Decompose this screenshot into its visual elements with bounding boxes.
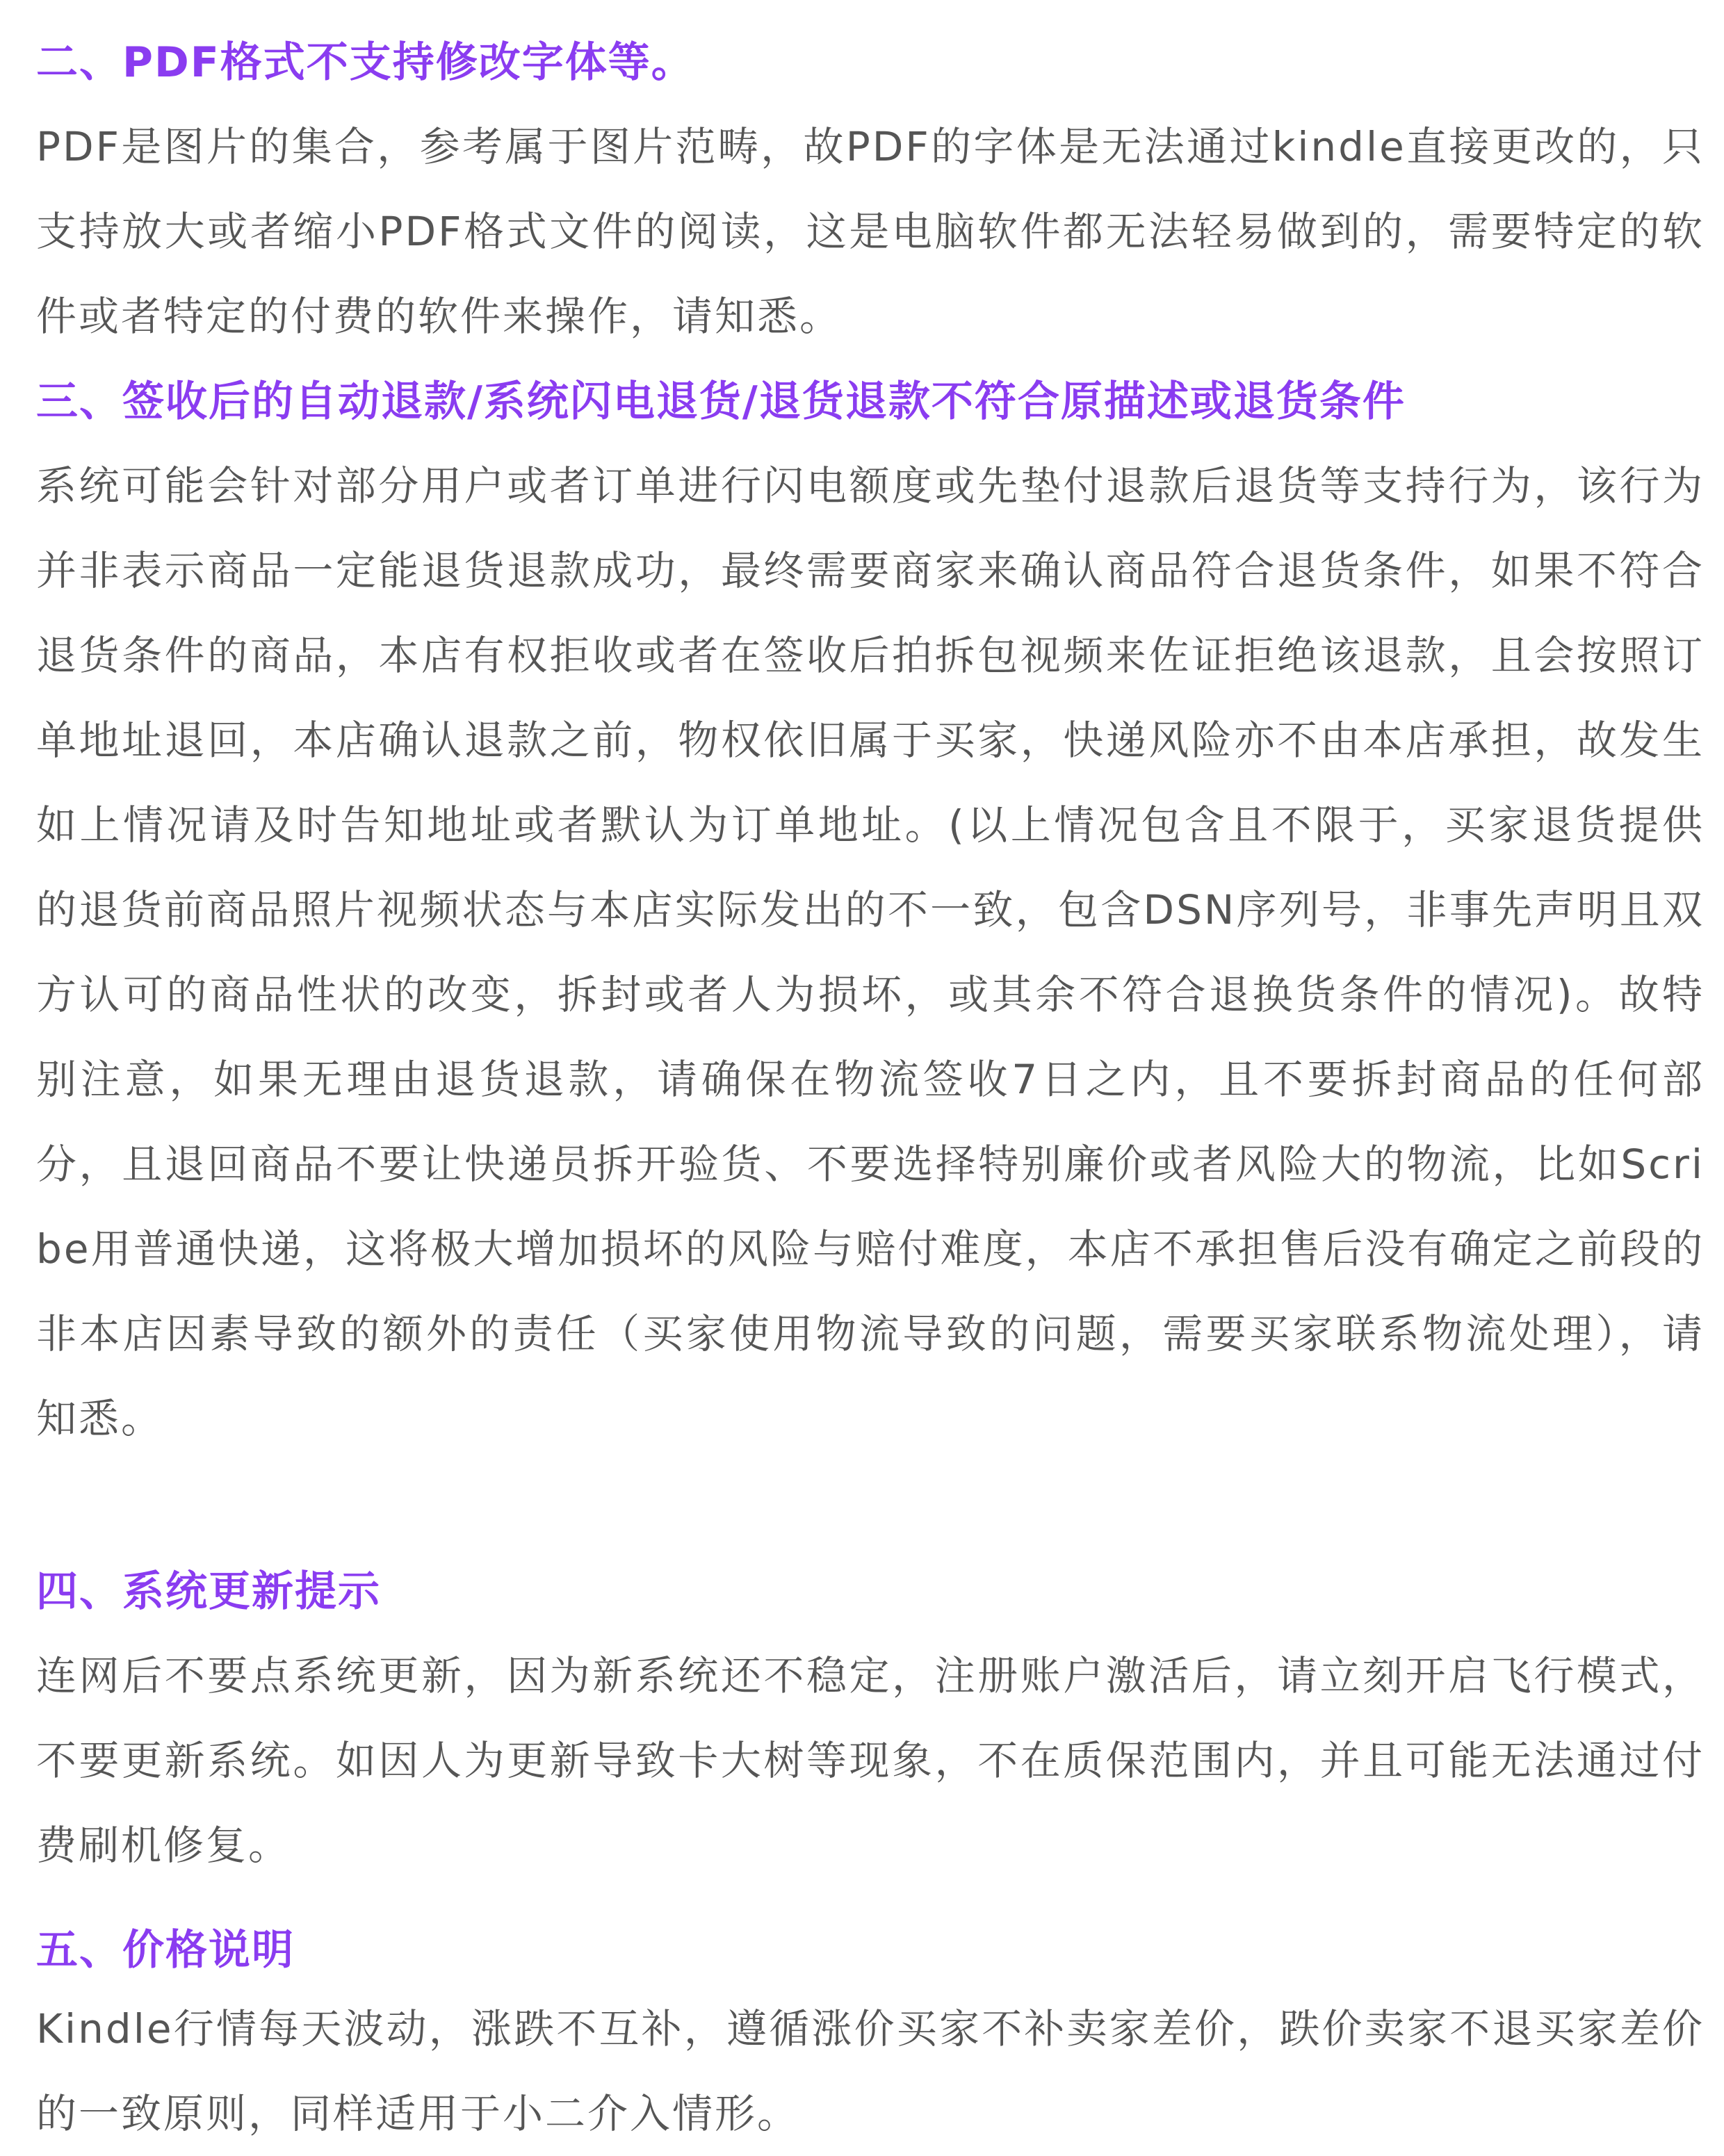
section-5-title: 五、价格说明	[36, 1926, 295, 1975]
section-4-title: 四、系统更新提示	[36, 1567, 381, 1616]
section-2-body: PDF是图片的集合，参考属于图片范畴，故PDF的字体是无法通过kindle直接更改的，只支持放大或者缩小PDF格式文件的阅读，这是电脑软件都无法轻易做到的，需要特定的软件或者特定的付费的软件来操作，请知悉。	[36, 123, 1705, 340]
section-5-body: Kindle行情每天波动，涨跌不互补，遵循涨价买家不补卖家差价，跌价卖家不退买家差价的一致原则，同样适用于小二介入情形。	[36, 2005, 1705, 2137]
section-3-body: 系统可能会针对部分用户或者订单进行闪电额度或先垫付退款后退货等支持行为，该行为并非表示商品一定能退货退款成功，最终需要商家来确认商品符合退货条件，如果不符合退货条件的商品，本店有权拒收或者在签收后拍拆包视频来佐证拒绝该退款，且会按照订单地址退回，本店确认退款之前，物权依旧属于买家，快递风险亦不由本店承担，故发生如上情况请及时告知地址或者默认为订单地址。(以上情况包含且不限于，买家退货提供的退货前商品照片视频状态与本店实际发出的不一致，包含DSN序列号，非事先声明且双方认可的商品性状的改变，拆封或者人为损坏，或其余不符合退换货条件的情况)。故特别注意，如果无理由退货退款，请确保在物流签收7日之内，且不要拆封商品的任何部分，且退回商品不要让快递员拆开验货、不要选择特别廉价或者风险大的物流，比如Scribe用普通快递，这将极大增加损坏的风险与赔付难度，本店不承担售后没有确定之前段的非本店因素导致的额外的责任（买家使用物流导致的问题，需要买家联系物流处理），请知悉。	[36, 462, 1705, 1442]
section-3-title: 三、签收后的自动退款/系统闪电退货/退货退款不符合原描述或退货条件	[36, 377, 1406, 426]
section-2-title: 二、PDF格式不支持修改字体等。	[36, 38, 694, 87]
section-4-body: 连网后不要点系统更新，因为新系统还不稳定，注册账户激活后，请立刻开启飞行模式，不要更新系统。如因人为更新导致卡大树等现象，不在质保范围内，并且可能无法通过付费刷机修复。	[36, 1652, 1705, 1869]
